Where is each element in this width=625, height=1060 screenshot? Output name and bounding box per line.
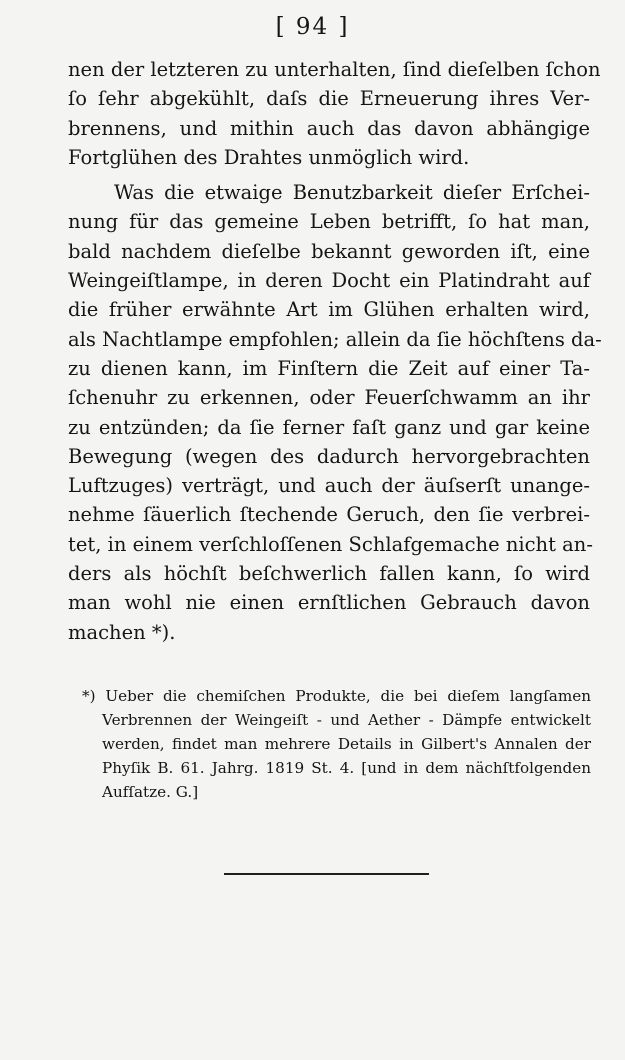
- text-line: die früher erwähnte Art im Glühen erhalten wird,: [68, 298, 590, 322]
- text-line: bald nachdem dieſelbe bekannt geworden iſt, eine: [68, 239, 590, 263]
- text-line: nen der letzteren zu unterhalten, ſind dieſelben ſchon: [68, 58, 601, 81]
- text-line: Was die etwaige Benutzbarkeit dieſer Erſchei-: [114, 181, 590, 205]
- footnote-line: Verbrennen der Weingeiſt - und Aether - Dämpfe entwickelt: [102, 711, 591, 729]
- text-line: machen *).: [68, 620, 176, 644]
- text-line: ſo ſehr abgekühlt, daſs die Erneuerung ihres Ver-: [68, 87, 590, 111]
- text-line: zu dienen kann, im Finſtern die Zeit auf einer Ta-: [68, 356, 590, 380]
- footnote: [82, 684, 591, 804]
- text-line: nehme ſäuerlich ſtechende Geruch, den ſie verbrei-: [68, 503, 590, 527]
- text-line: Fortglühen des Drahtes unmöglich wird.: [68, 145, 470, 169]
- body-text: [68, 55, 602, 647]
- text-line: brennens, und mithin auch das davon abhängige: [68, 116, 590, 140]
- text-line: als Nachtlampe empfohlen; allein da ſie höchſtens da-: [68, 327, 602, 351]
- text-line: tet, in einem verſchloſſenen Schlafgemache nicht an-: [68, 532, 593, 556]
- text-line: nung für das gemeine Leben betrifft, ſo hat man,: [68, 210, 590, 234]
- text-line: ſchenuhr zu erkennen, oder Feuerſchwamm an ihr: [68, 386, 590, 410]
- text-line: Luftzuges) verträgt, und auch der äuſserſt unange-: [68, 474, 590, 498]
- text-line: man wohl nie einen ernſtlichen Gebrauch davon: [68, 591, 590, 615]
- footnote-line: Aufſatze. G.]: [102, 783, 199, 801]
- footnote-line: *) Ueber die chemiſchen Produkte, die bei dieſem langſamen: [82, 687, 591, 705]
- section-rule: [224, 873, 429, 875]
- footnote-line: Phyſik B. 61. Jahrg. 1819 St. 4. [und in dem nächſtfolgenden: [102, 759, 591, 777]
- footnote-line: werden, findet man mehrere Details in Gilbert's Annalen der: [102, 735, 591, 753]
- page-number: [ 94 ]: [275, 14, 350, 40]
- text-line: ders als höchſt beſchwerlich fallen kann, ſo wird: [68, 562, 590, 586]
- text-line: zu entzünden; da ſie ferner faſt ganz und gar keine: [68, 415, 590, 439]
- text-line: Bewegung (wegen des dadurch hervorgebrachten: [68, 444, 590, 468]
- text-line: Weingeiſtlampe, in deren Docht ein Platindraht auf: [68, 269, 590, 293]
